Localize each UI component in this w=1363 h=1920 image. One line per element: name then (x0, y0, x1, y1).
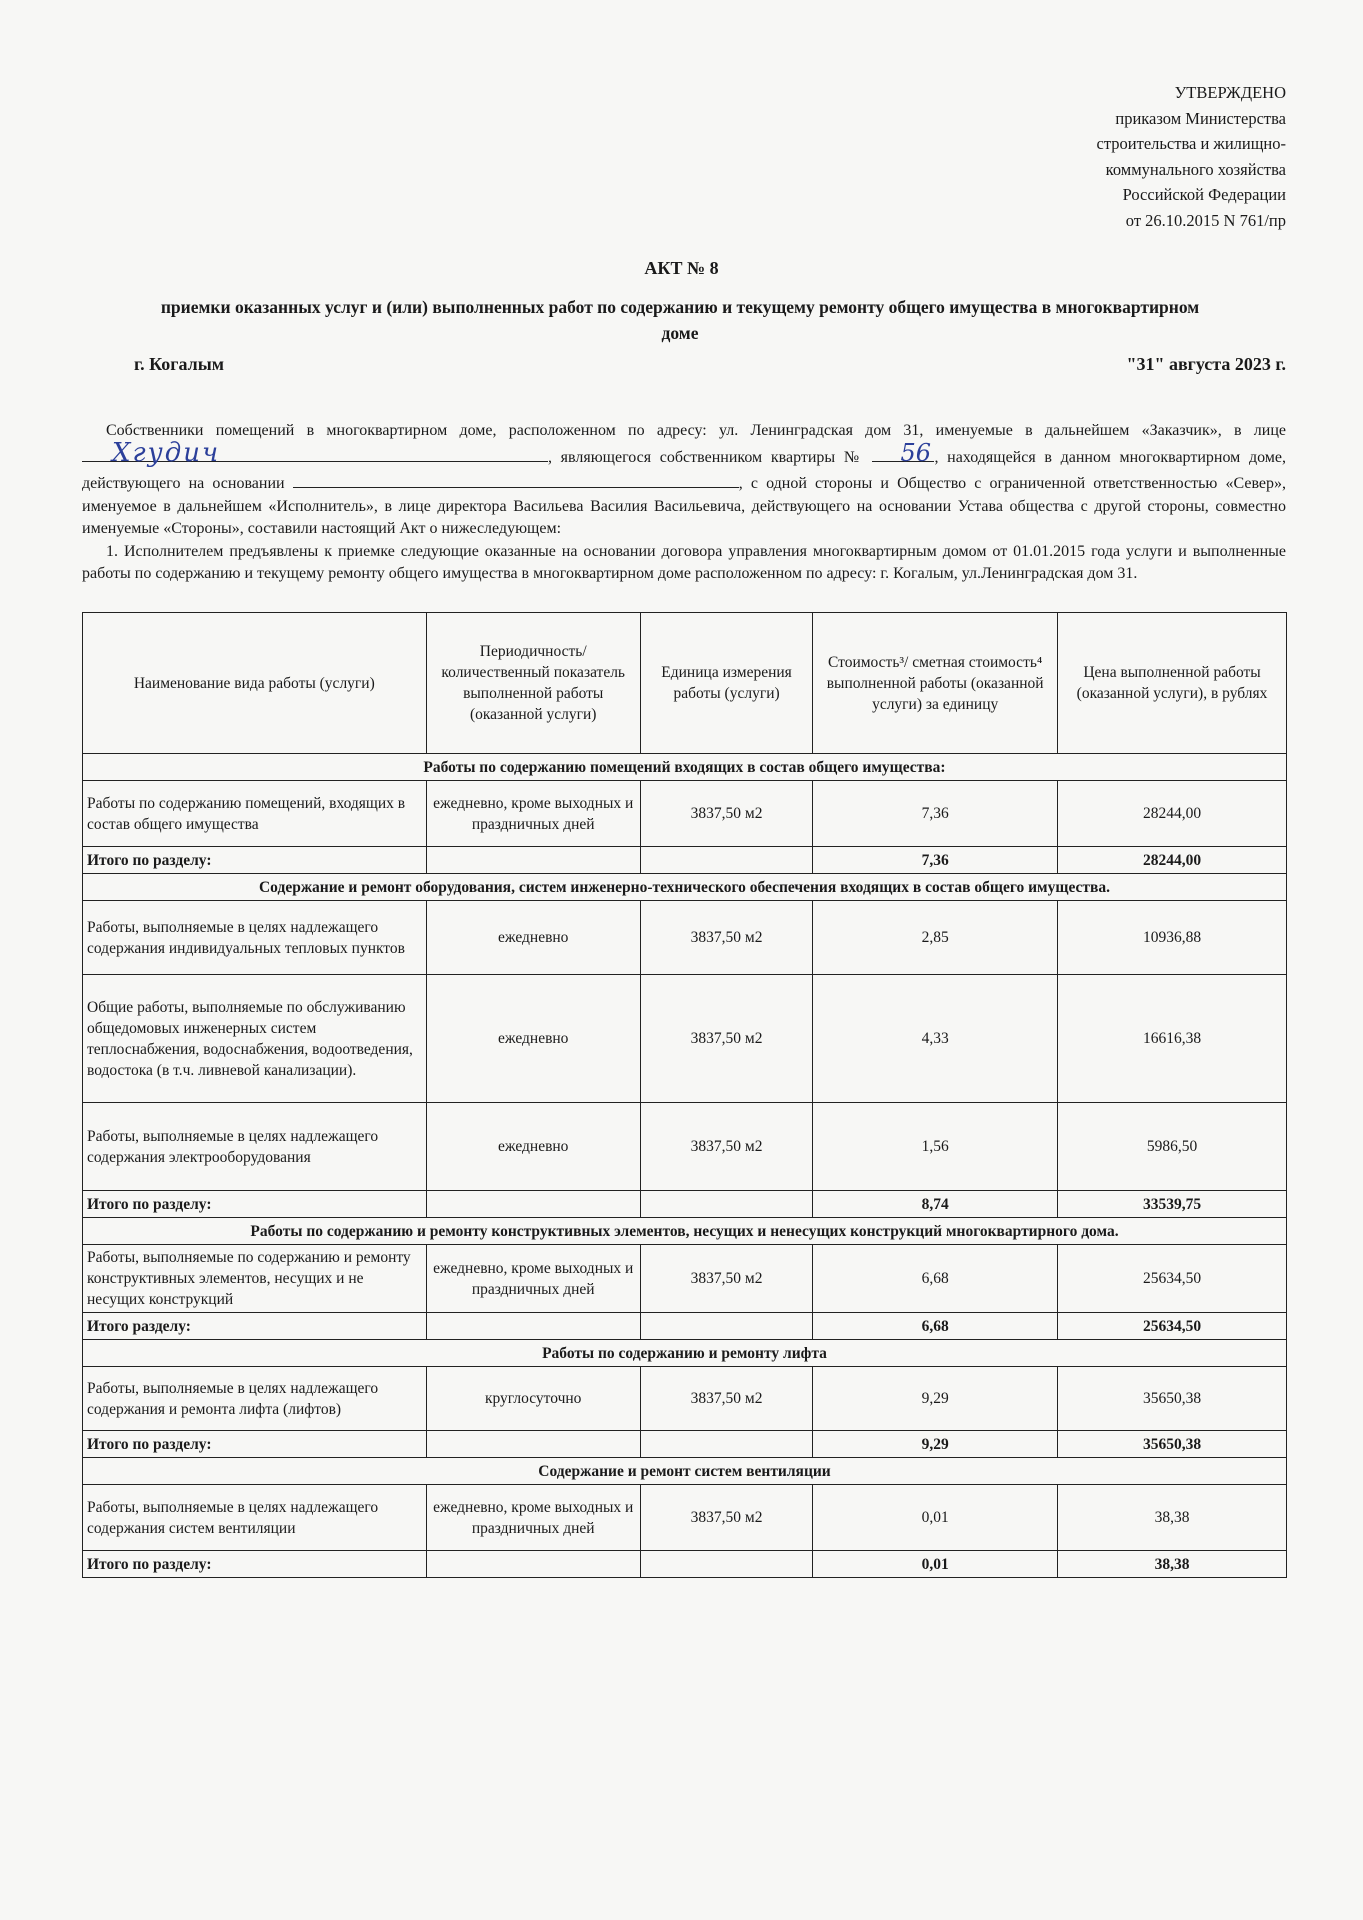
total-price: 33539,75 (1058, 1191, 1287, 1218)
total-empty (640, 1551, 812, 1578)
cell-period: ежедневно, кроме выходных и праздничных дней (426, 781, 640, 847)
section-title: Работы по содержанию и ремонту лифта (83, 1340, 1287, 1367)
handwritten-apartment: 56 (900, 439, 932, 467)
section-title: Работы по содержанию и ремонту конструктивных элементов, несущих и ненесущих конструкций многоквартирного дома. (83, 1218, 1287, 1245)
table-row (83, 975, 1287, 1103)
approved-line: коммунального хозяйства (1105, 159, 1286, 179)
total-cost: 8,74 (813, 1191, 1058, 1218)
cell-period: ежедневно (426, 1103, 640, 1191)
cell-cost: 1,56 (813, 1103, 1058, 1191)
section-title-row (83, 1218, 1287, 1245)
section-title: Содержание и ремонт систем вентиляции (83, 1458, 1287, 1485)
cell-name: Общие работы, выполняемые по обслуживанию общедомовых инженерных систем теплоснабжения, водоснабжения, водоотведения, водостока (в т.ч. ливневой канализации). (83, 975, 427, 1103)
section-total-row (83, 1313, 1287, 1340)
section-title: Содержание и ремонт оборудования, систем инженерно-технического обеспечения входящих в состав общего имущества. (83, 874, 1287, 901)
cell-cost: 6,68 (813, 1245, 1058, 1313)
approved-line: Российской Федерации (1122, 185, 1286, 204)
approved-line: строительства и жилищно- (1096, 134, 1286, 153)
total-label: Итого по разделу: (83, 1551, 427, 1578)
cell-cost: 2,85 (813, 901, 1058, 975)
table-row (83, 1485, 1287, 1551)
header-periodicity: Периодичность/ количественный показатель выполненной работы (оказанной услуги) (426, 613, 640, 754)
total-label: Итого по разделу: (83, 847, 427, 874)
section-title-row (83, 754, 1287, 781)
cell-period: ежедневно, кроме выходных и праздничных дней (426, 1485, 640, 1551)
cell-price: 5986,50 (1058, 1103, 1287, 1191)
cell-name: Работы по содержанию помещений, входящих в состав общего имущества (83, 781, 427, 847)
cell-period: ежедневно (426, 975, 640, 1103)
header-price: Цена выполненной работы (оказанной услуги), в рублях (1058, 613, 1287, 754)
total-cost: 9,29 (813, 1431, 1058, 1458)
cell-unit: 3837,50 м2 (640, 1245, 812, 1313)
cell-price: 28244,00 (1058, 781, 1287, 847)
section-title-row (83, 874, 1287, 901)
total-label: Итого по разделу: (83, 1431, 427, 1458)
table-row (83, 901, 1287, 975)
table-row (83, 1367, 1287, 1431)
cell-unit: 3837,50 м2 (640, 901, 812, 975)
approved-line: приказом Министерства (1115, 108, 1286, 128)
act-title: АКТ № 8 (644, 258, 719, 278)
total-price: 25634,50 (1058, 1313, 1287, 1340)
cell-period: круглосуточно (426, 1367, 640, 1431)
representative-name-field (82, 438, 548, 468)
section-total-row (83, 1431, 1287, 1458)
header-unit: Единица измерения работы (услуги) (640, 613, 812, 754)
section-total-row (83, 1191, 1287, 1218)
total-empty (640, 1313, 812, 1340)
total-cost: 7,36 (813, 847, 1058, 874)
total-empty (640, 1431, 812, 1458)
act-date: "31" августа 2023 г. (1126, 354, 1286, 374)
cell-name: Работы, выполняемые в целях надлежащего содержания систем вентиляции (83, 1485, 427, 1551)
city: г. Когалым (134, 354, 225, 374)
section-total-row (83, 847, 1287, 874)
cell-period: ежедневно (426, 901, 640, 975)
act-subtitle: приемки оказанных услуг и (или) выполненных работ по содержанию и текущему ремонту общего имущества в многоквартирном доме (160, 297, 1200, 343)
total-price: 35650,38 (1058, 1431, 1287, 1458)
total-cost: 6,68 (813, 1313, 1058, 1340)
cell-price: 25634,50 (1058, 1245, 1287, 1313)
cell-price: 16616,38 (1058, 975, 1287, 1103)
cell-unit: 3837,50 м2 (640, 781, 812, 847)
cell-cost: 0,01 (813, 1485, 1058, 1551)
intro-text: , являющегося собственником квартиры № (548, 448, 864, 466)
intro-text: , с одной стороны и Общество с ограниченной ответственностью «Север», именуемое в дальнейшем «Исполнитель», в лице директора Васильева Василия Васильевича, действующего на основании Устава общества с другой стороны, совместно именуемые «Стороны», составили настоящий Акт о нижеследующем: (82, 475, 1287, 537)
approval-stamp-text (1097, 80, 1286, 233)
total-empty (426, 1431, 640, 1458)
total-cost: 0,01 (813, 1551, 1058, 1578)
cell-price: 10936,88 (1058, 901, 1287, 975)
cell-unit: 3837,50 м2 (640, 1103, 812, 1191)
section-title: Работы по содержанию помещений входящих в состав общего имущества: (83, 754, 1287, 781)
total-empty (640, 847, 812, 874)
cell-name: Работы, выполняемые в целях надлежащего содержания электрооборудования (83, 1103, 427, 1191)
cell-cost: 9,29 (813, 1367, 1058, 1431)
intro-text: Собственники помещений в многоквартирном доме, расположенном по адресу: ул. Ленинградская дом 31, именуемые в дальнейшем «Заказчик», в лице (106, 422, 1286, 439)
section-title-row (83, 1458, 1287, 1485)
cell-unit: 3837,50 м2 (640, 1485, 812, 1551)
table-row (83, 781, 1287, 847)
approved-line: от 26.10.2015 N 761/пр (1125, 210, 1286, 230)
total-empty (426, 1191, 640, 1218)
intro-text: , находящейся в данном многоквартирном доме, действующего на основании (82, 448, 1287, 492)
header-cost: Стоимость³/ сметная стоимость⁴ выполненной работы (оказанной услуги) за единицу (813, 613, 1058, 754)
cell-unit: 3837,50 м2 (640, 975, 812, 1103)
works-table (82, 612, 1287, 1578)
intro-item-1: 1. Исполнителем предъявлены к приемке следующие оказанные на основании договора управления многоквартирным домом от 01.01.2015 года услуги и выполненные работы по содержанию и текущему ремонту общего имущества в многоквартирном доме расположенном по адресу: г. Когалым, ул.Ленинградская дом 31. (82, 542, 1286, 582)
header-work-name: Наименование вида работы (услуги) (83, 613, 427, 754)
cell-name: Работы, выполняемые в целях надлежащего содержания и ремонта лифта (лифтов) (83, 1367, 427, 1431)
table-header-row (83, 613, 1287, 754)
total-label: Итого по разделу: (83, 1191, 427, 1218)
intro-paragraph (82, 420, 1286, 586)
handwritten-name: Хгудич (112, 438, 221, 468)
total-price: 38,38 (1058, 1551, 1287, 1578)
cell-name: Работы, выполняемые в целях надлежащего содержания индивидуальных тепловых пунктов (83, 901, 427, 975)
total-price: 28244,00 (1058, 847, 1287, 874)
approved-line: УТВЕРЖДЕНО (1174, 83, 1286, 102)
cell-unit: 3837,50 м2 (640, 1367, 812, 1431)
table-row (83, 1245, 1287, 1313)
section-title-row (83, 1340, 1287, 1367)
total-label: Итого разделу: (83, 1313, 427, 1340)
total-empty (426, 1551, 640, 1578)
total-empty (426, 1313, 640, 1340)
total-empty (426, 847, 640, 874)
cell-cost: 4,33 (813, 975, 1058, 1103)
apartment-number-field (872, 439, 934, 467)
cell-name: Работы, выполняемые по содержанию и ремонту конструктивных элементов, несущих и не несущих конструкций (83, 1245, 427, 1313)
cell-cost: 7,36 (813, 781, 1058, 847)
total-empty (640, 1191, 812, 1218)
table-row (83, 1103, 1287, 1191)
section-total-row (83, 1551, 1287, 1578)
basis-field (293, 469, 739, 488)
cell-period: ежедневно, кроме выходных и праздничных дней (426, 1245, 640, 1313)
cell-price: 35650,38 (1058, 1367, 1287, 1431)
cell-price: 38,38 (1058, 1485, 1287, 1551)
